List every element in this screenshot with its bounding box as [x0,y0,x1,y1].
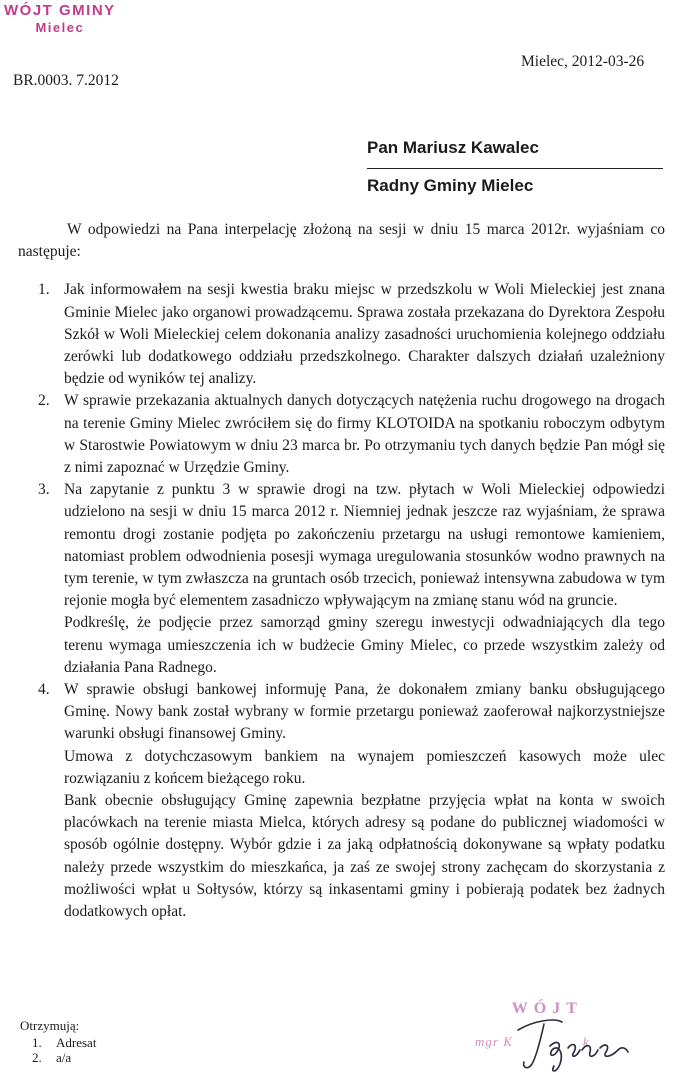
recipient-name: Pan Mariusz Kawalec [367,135,663,169]
list-item [18,390,665,479]
place-date: Mielec, 2012-03-26 [521,53,645,70]
recipients-label: Otrzymują: [20,1018,80,1033]
item-paragraph: W sprawie przekazania aktualnych danych dotyczących natężenia ruchu drogowego na drogach na terenie Gminy Mielec zwróciłem się do firmy KLOTOIDA na spotkaniu roboczym odbytym w Starostwie Powiatowym w dniu 23 marca br. Po otrzymaniu tych danych będzie Pan mógł się z nimi zapoznać w Urzędzie Gminy. [64,392,665,477]
list-item [18,679,665,923]
list-item [18,479,665,679]
recipient-number: 1. [32,1035,42,1050]
recipient-text: a/a [56,1050,72,1065]
reference-number: BR.0003. 7.2012 [13,72,119,89]
list-item [18,279,665,390]
intro-paragraph: W odpowiedzi na Pana interpelację złożoną na sesji w dniu 15 marca 2012r. wyjaśniam co następuje: [18,221,665,261]
item-paragraph: Umowa z dotychczasowym bankiem na wynajem pomieszczeń kasowych może ulec rozwiązaniu z końcem bieżącego roku. [64,747,665,787]
points-list [18,279,665,923]
recipient-title: Radny Gminy Mielec [367,176,534,195]
item-paragraph: Bank obecnie obsługujący Gminę zapewnia bezpłatne przyjęcia wpłat na konta w swoich placówkach na terenie miasta Mielca, których adresy są podane do publicznej wiadomości w sposób ogólnie dostępny. Wybór gdzie i za jaką odpłatnością dokonywane są wpłaty podatku należy przede wszystkim do mieszkańca, ja zaś ze swojej strony zachęcam do skorzystania z możliwości wpłat u Sołtysów, którzy są inkasentami gminy i pobierają podatek bez żadnych dodatkowych opłat. [64,792,665,921]
signature-stamp-subtitle: mgr K k [475,1034,590,1049]
recipient-number: 2. [32,1050,42,1065]
stamp-line-1: WÓJT GMINY [4,2,116,19]
recipient-block [367,135,663,199]
list-item [20,1035,96,1050]
item-number: 3. [38,481,50,499]
item-number: 1. [38,281,50,299]
letter-body [18,219,665,923]
list-item [20,1050,96,1065]
recipient-text: Adresat [56,1035,97,1050]
recipients-list [20,1018,96,1065]
item-number: 4. [38,681,50,699]
item-paragraph: Jak informowałem na sesji kwestia braku miejsc w przedszkolu w Woli Mieleckiej jest znana Gminie Mielec jako organowi prowadzącemu. Sprawa została przekazana do Dyrektora Zespołu Szkół w Woli Mieleckiej celem dokonania analizy zasadności uruchomienia kolejnego oddziału zerówki lub dodatkowego oddziału przedszkolnego. Charakter dalszych działań uzależniony będzie od wyników tej analizy. [64,281,665,388]
item-number: 2. [38,392,50,410]
signature-stamp-title: WÓJT [511,1000,583,1017]
header-stamp [4,2,116,35]
item-paragraph: W sprawie obsługi bankowej informuję Pana, że dokonałem zmiany banku obsługującego Gminę. Nowy bank został wybrany w formie przetargu ponieważ zaoferował najkorzystniejsze warunki obsługi finansowej Gminy. [64,681,665,743]
handwritten-signature [510,1012,640,1082]
item-paragraph: Podkreślę, że podjęcie przez samorząd gminy szeregu inwestycji odwadniających dla tego terenu wymaga umieszczenia ich w budżecie Gminy Mielec, co przede wszystkim zależy od działania Pana Radnego. [64,614,665,676]
stamp-line-2: Mielec [35,20,85,35]
item-paragraph: Na zapytanie z punktu 3 w sprawie drogi na tzw. płytach w Woli Mieleckiej odpowiedzi udzielono na sesji w dniu 15 marca 2012 r. Niemniej jednak jeszcze raz wyjaśniam, że sprawa remontu drogi zostanie podjęta po zakończeniu przetargu na usługi remontowe kamieniem, natomiast problem odwodnienia posesji wymaga uregulowania stosunków wodno prawnych na tym terenie, w tym zwłaszcza na gruntach osób trzecich, ponieważ intensywna zabudowa w tym rejonie mogła być elementem zasadniczo wpływającym na zmianę stanu wód na gruncie. [64,481,665,610]
